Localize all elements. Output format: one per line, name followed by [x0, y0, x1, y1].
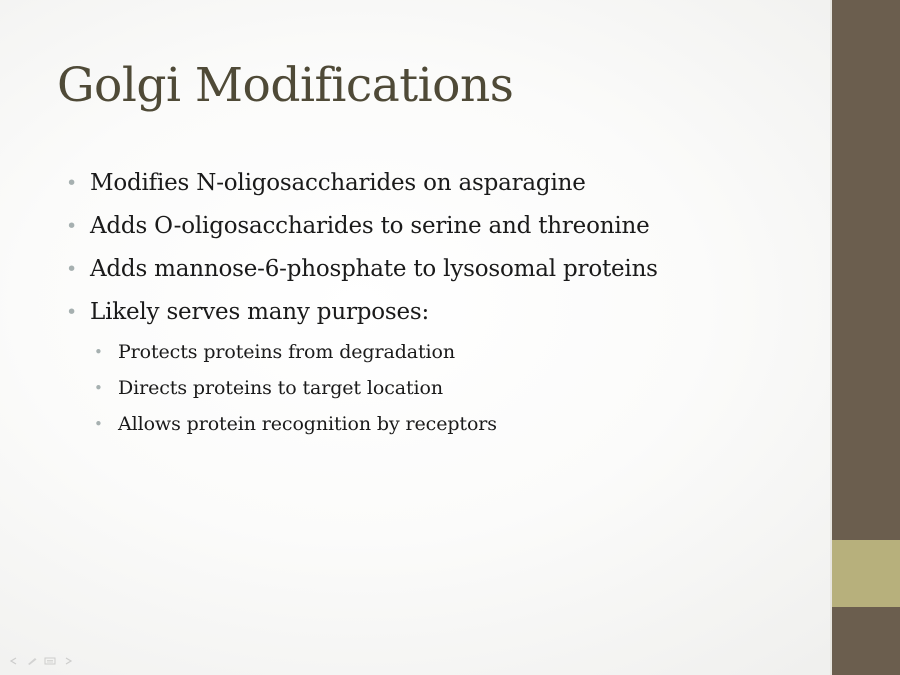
bullet-marker: • [66, 215, 78, 237]
sub-bullet-group [66, 334, 816, 442]
sub-bullet-marker: • [94, 379, 103, 397]
sub-bullet-list [94, 334, 816, 442]
bullet-marker: • [66, 172, 78, 194]
bullet-marker: • [66, 301, 78, 323]
bullet-text: Likely serves many purposes: [90, 299, 430, 325]
slideshow-nav-controls [8, 657, 74, 665]
slide-title: Golgi Modifications [57, 58, 514, 113]
sub-bullet-item [94, 370, 816, 406]
slide-menu-icon[interactable] [44, 657, 56, 665]
sub-bullet-text: Allows protein recognition by receptors [118, 413, 497, 435]
bullet-list [66, 162, 816, 442]
sub-bullet-marker: • [94, 415, 103, 433]
sub-bullet-text: Directs proteins to target location [118, 377, 443, 399]
bullet-text: Modifies N-oligosaccharides on asparagine [90, 170, 586, 196]
bullet-item [66, 162, 816, 205]
sub-bullet-marker: • [94, 343, 103, 361]
bullet-text: Adds mannose-6-phosphate to lysosomal proteins [90, 256, 658, 282]
bullet-item [66, 248, 816, 291]
pen-icon[interactable] [26, 657, 38, 665]
sub-bullet-text: Protects proteins from degradation [118, 341, 455, 363]
sub-bullet-item [94, 334, 816, 370]
bullet-item [66, 205, 816, 248]
bullet-item [66, 291, 816, 334]
next-slide-icon[interactable] [62, 657, 74, 665]
bullet-marker: • [66, 258, 78, 280]
sub-bullet-item [94, 406, 816, 442]
previous-slide-icon[interactable] [8, 657, 20, 665]
decorative-sidebar-accent [830, 540, 900, 607]
bullet-text: Adds O-oligosaccharides to serine and threonine [90, 213, 650, 239]
